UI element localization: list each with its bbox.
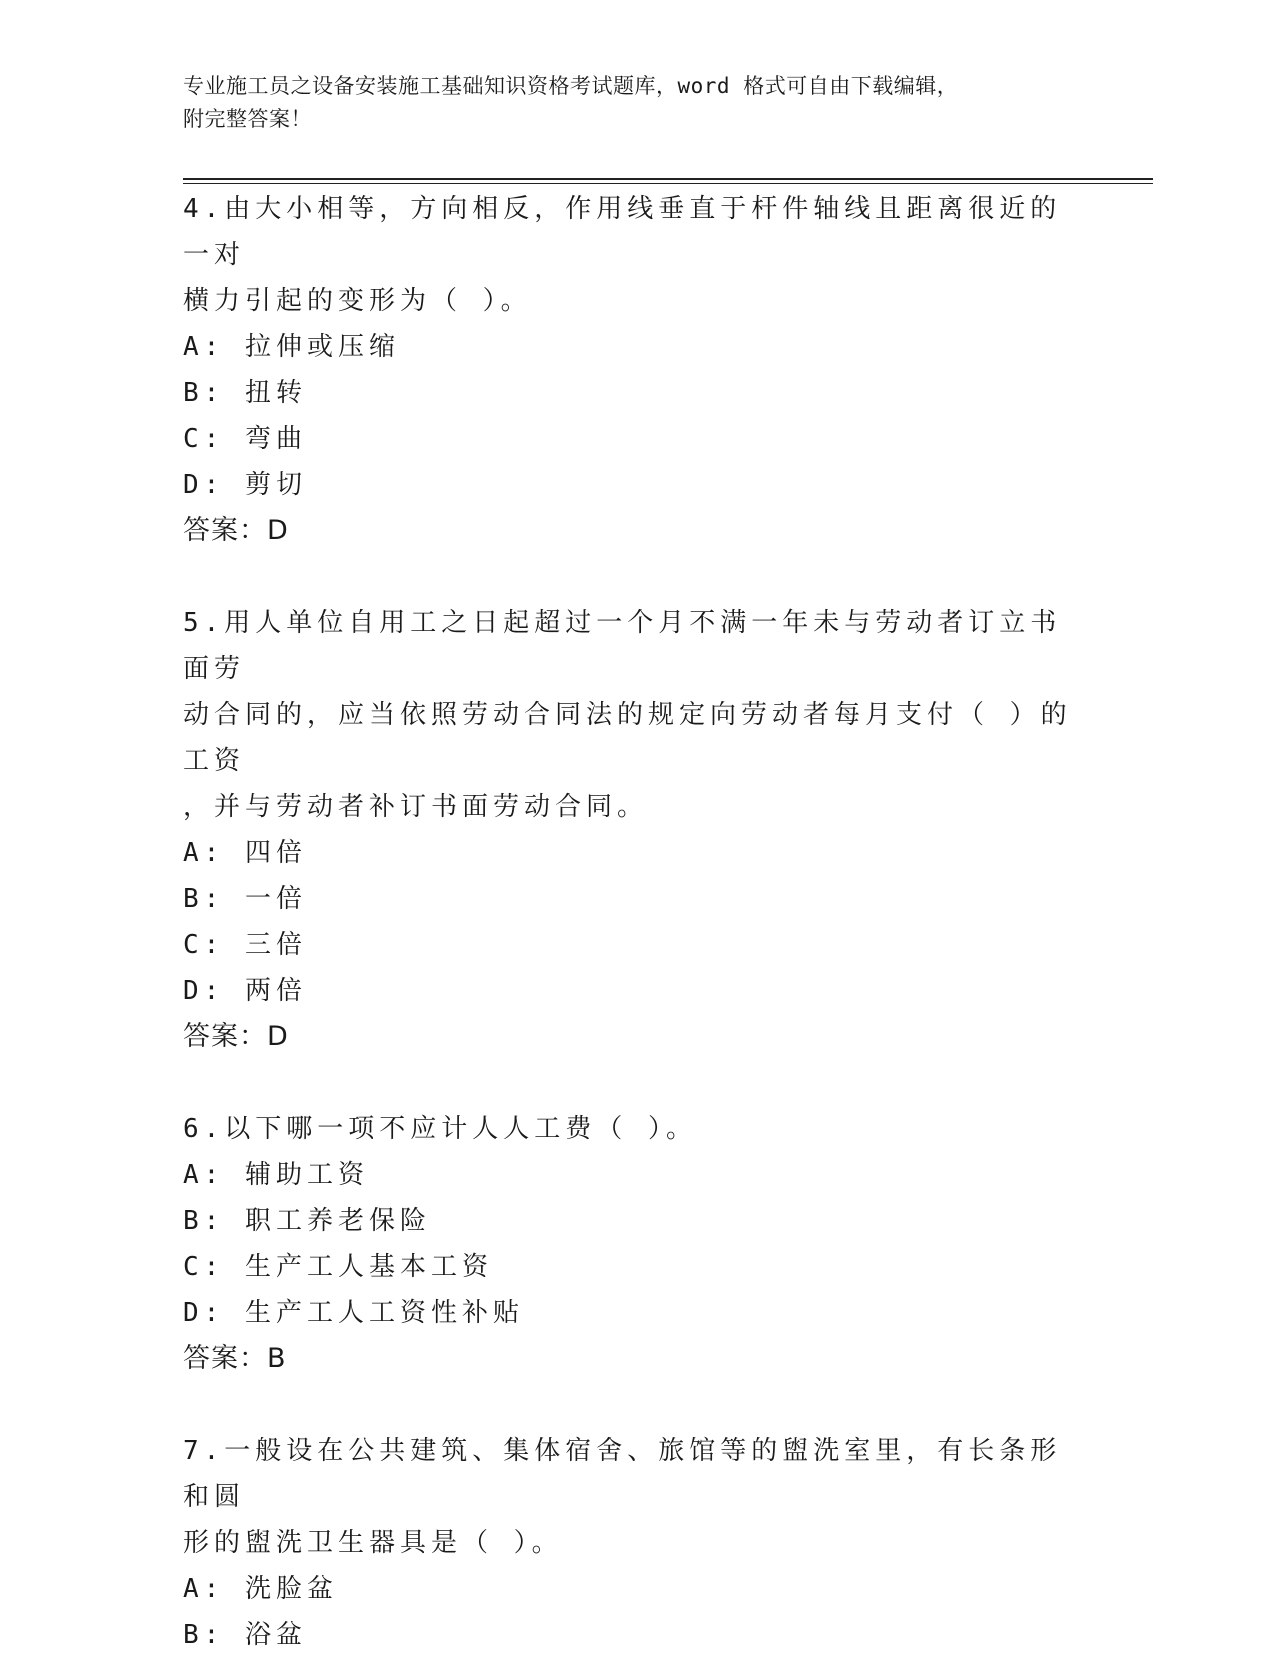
spacer bbox=[183, 554, 1083, 600]
question-7-line-1: 7.一般设在公共建筑、集体宿舍、旅馆等的盥洗室里，有长条形和圆 bbox=[183, 1436, 1062, 1512]
question-6-answer: 答案：B bbox=[183, 1343, 287, 1374]
question-4-option-d: D: 剪切 bbox=[183, 470, 307, 500]
question-5-option-c: C: 三倍 bbox=[183, 930, 307, 960]
spacer bbox=[183, 1060, 1083, 1106]
question-5-answer: 答案：D bbox=[183, 1021, 289, 1052]
question-6-option-b: B: 职工养老保险 bbox=[183, 1206, 431, 1236]
header-line-1: 专业施工员之设备安装施工基础知识资格考试题库，word 格式可自由下载编辑， bbox=[183, 74, 959, 98]
question-5-option-a: A: 四倍 bbox=[183, 838, 307, 868]
question-7-option-b: B: 浴盆 bbox=[183, 1620, 307, 1650]
question-4-answer: 答案：D bbox=[183, 515, 289, 546]
question-5-line-2: 动合同的，应当依照劳动合同法的规定向劳动者每月支付（ ）的工资 bbox=[183, 700, 1072, 776]
question-4-line-1: 4.由大小相等，方向相反，作用线垂直于杆件轴线且距离很近的一对 bbox=[183, 194, 1062, 270]
question-4-option-a: A: 拉伸或压缩 bbox=[183, 332, 400, 362]
question-4-option-c: C: 弯曲 bbox=[183, 424, 307, 454]
question-6 bbox=[183, 1106, 1083, 1382]
question-7 bbox=[183, 1428, 1083, 1658]
question-6-option-c: C: 生产工人基本工资 bbox=[183, 1252, 493, 1282]
question-6-line-1: 6.以下哪一项不应计人人工费（ ）。 bbox=[183, 1114, 697, 1144]
question-5-option-d: D: 两倍 bbox=[183, 976, 307, 1006]
question-4 bbox=[183, 186, 1083, 554]
header-divider-thick bbox=[183, 178, 1153, 180]
question-list bbox=[183, 186, 1083, 1658]
question-7-option-a: A: 洗脸盆 bbox=[183, 1574, 338, 1604]
question-5-option-b: B: 一倍 bbox=[183, 884, 307, 914]
question-6-option-d: D: 生产工人工资性补贴 bbox=[183, 1298, 524, 1328]
question-5-line-1: 5.用人单位自用工之日起超过一个月不满一年未与劳动者订立书面劳 bbox=[183, 608, 1062, 684]
question-6-option-a: A: 辅助工资 bbox=[183, 1160, 369, 1190]
question-4-option-b: B: 扭转 bbox=[183, 378, 307, 408]
question-5 bbox=[183, 600, 1083, 1060]
header-line-2: 附完整答案！ bbox=[183, 107, 312, 131]
spacer bbox=[183, 1382, 1083, 1428]
question-4-line-2: 横力引起的变形为（ ）。 bbox=[183, 286, 532, 316]
question-7-line-2: 形的盥洗卫生器具是（ ）。 bbox=[183, 1528, 563, 1558]
question-5-line-3: ，并与劳动者补订书面劳动合同。 bbox=[183, 792, 649, 822]
document-header bbox=[183, 70, 1063, 136]
header-divider-thin bbox=[183, 183, 1153, 184]
